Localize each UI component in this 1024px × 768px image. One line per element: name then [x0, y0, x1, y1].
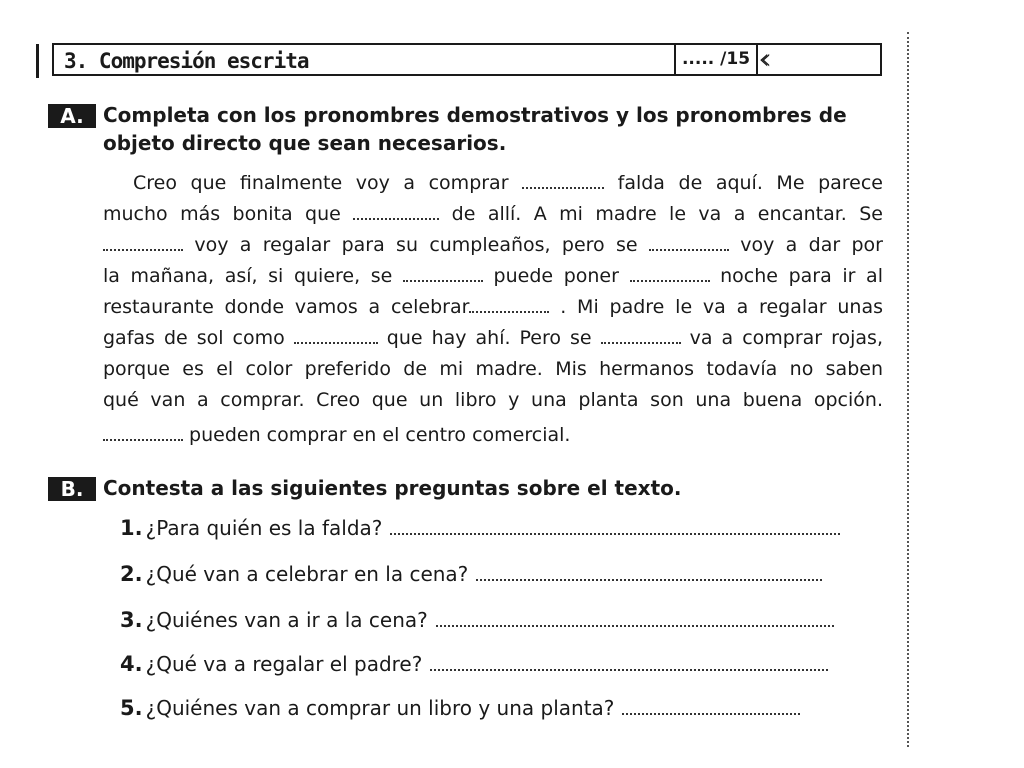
fill-blank[interactable]: [294, 328, 378, 344]
answer-line[interactable]: [390, 519, 840, 535]
paragraph-line-2: mucho más bonita que de allí. A mi madre le va a encantar. Se: [103, 203, 883, 225]
fill-blank[interactable]: [630, 266, 710, 282]
answer-line[interactable]: [476, 565, 822, 581]
section-b-title: Contesta a las siguientes preguntas sobre el texto.: [103, 476, 682, 500]
paragraph-line-4: la mañana, así, si quiere, se puede poner noche para ir al: [103, 265, 883, 287]
paragraph-line-8: qué van a comprar. Creo que un libro y una planta son una buena opción.: [103, 389, 883, 411]
fill-blank[interactable]: [469, 297, 549, 313]
paragraph-line-3: voy a regalar para su cumpleaños, pero se voy a dar por: [103, 230, 883, 260]
paragraph-line-1: Creo que finalmente voy a comprar falda de aquí. Me parece: [133, 172, 883, 194]
section-a-title-line1: Completa con los pronombres demostrativos y los pronombres de: [103, 103, 847, 127]
paragraph-line-5: restaurante donde vamos a celebrar . Mi padre le va a regalar unas: [103, 296, 883, 318]
section-a-label: A.: [48, 104, 96, 128]
paragraph-line-6: gafas de sol como que hay ahí. Pero se va a comprar rojas,: [103, 327, 883, 349]
question-5: 5. ¿Quiénes van a comprar un libro y una planta?: [120, 693, 800, 723]
section-a-title-line2: objeto directo que sean necesarios.: [103, 131, 507, 155]
answer-line[interactable]: [436, 611, 834, 627]
question-2: 2. ¿Qué van a celebrar en la cena?: [120, 559, 822, 589]
question-1: 1. ¿Para quién es la falda?: [120, 513, 840, 543]
paragraph-line-7: porque es el color preferido de mi madre. Mis hermanos todavía no saben: [103, 358, 883, 380]
fill-blank[interactable]: [103, 425, 183, 441]
fill-blank[interactable]: [353, 204, 439, 220]
answer-line[interactable]: [622, 699, 800, 715]
section-header-title: 3. Compresión escrita: [64, 49, 309, 73]
section-b-label: B.: [48, 477, 96, 501]
paragraph-line-9: pueden comprar en el centro comercial.: [103, 420, 883, 450]
question-3: 3. ¿Quiénes van a ir a la cena?: [120, 605, 834, 635]
fill-blank[interactable]: [649, 235, 729, 251]
question-4: 4. ¿Qué va a regalar el padre?: [120, 649, 828, 679]
fill-blank[interactable]: [522, 173, 604, 189]
section-header-bar: [52, 43, 882, 76]
answer-line[interactable]: [430, 655, 828, 671]
dotted-margin-line: [907, 32, 909, 747]
fill-blank[interactable]: [601, 328, 681, 344]
fill-blank[interactable]: [403, 266, 483, 282]
fill-blank[interactable]: [103, 235, 183, 251]
left-bracket: [36, 44, 49, 78]
score-box: ..... /15: [674, 43, 758, 76]
